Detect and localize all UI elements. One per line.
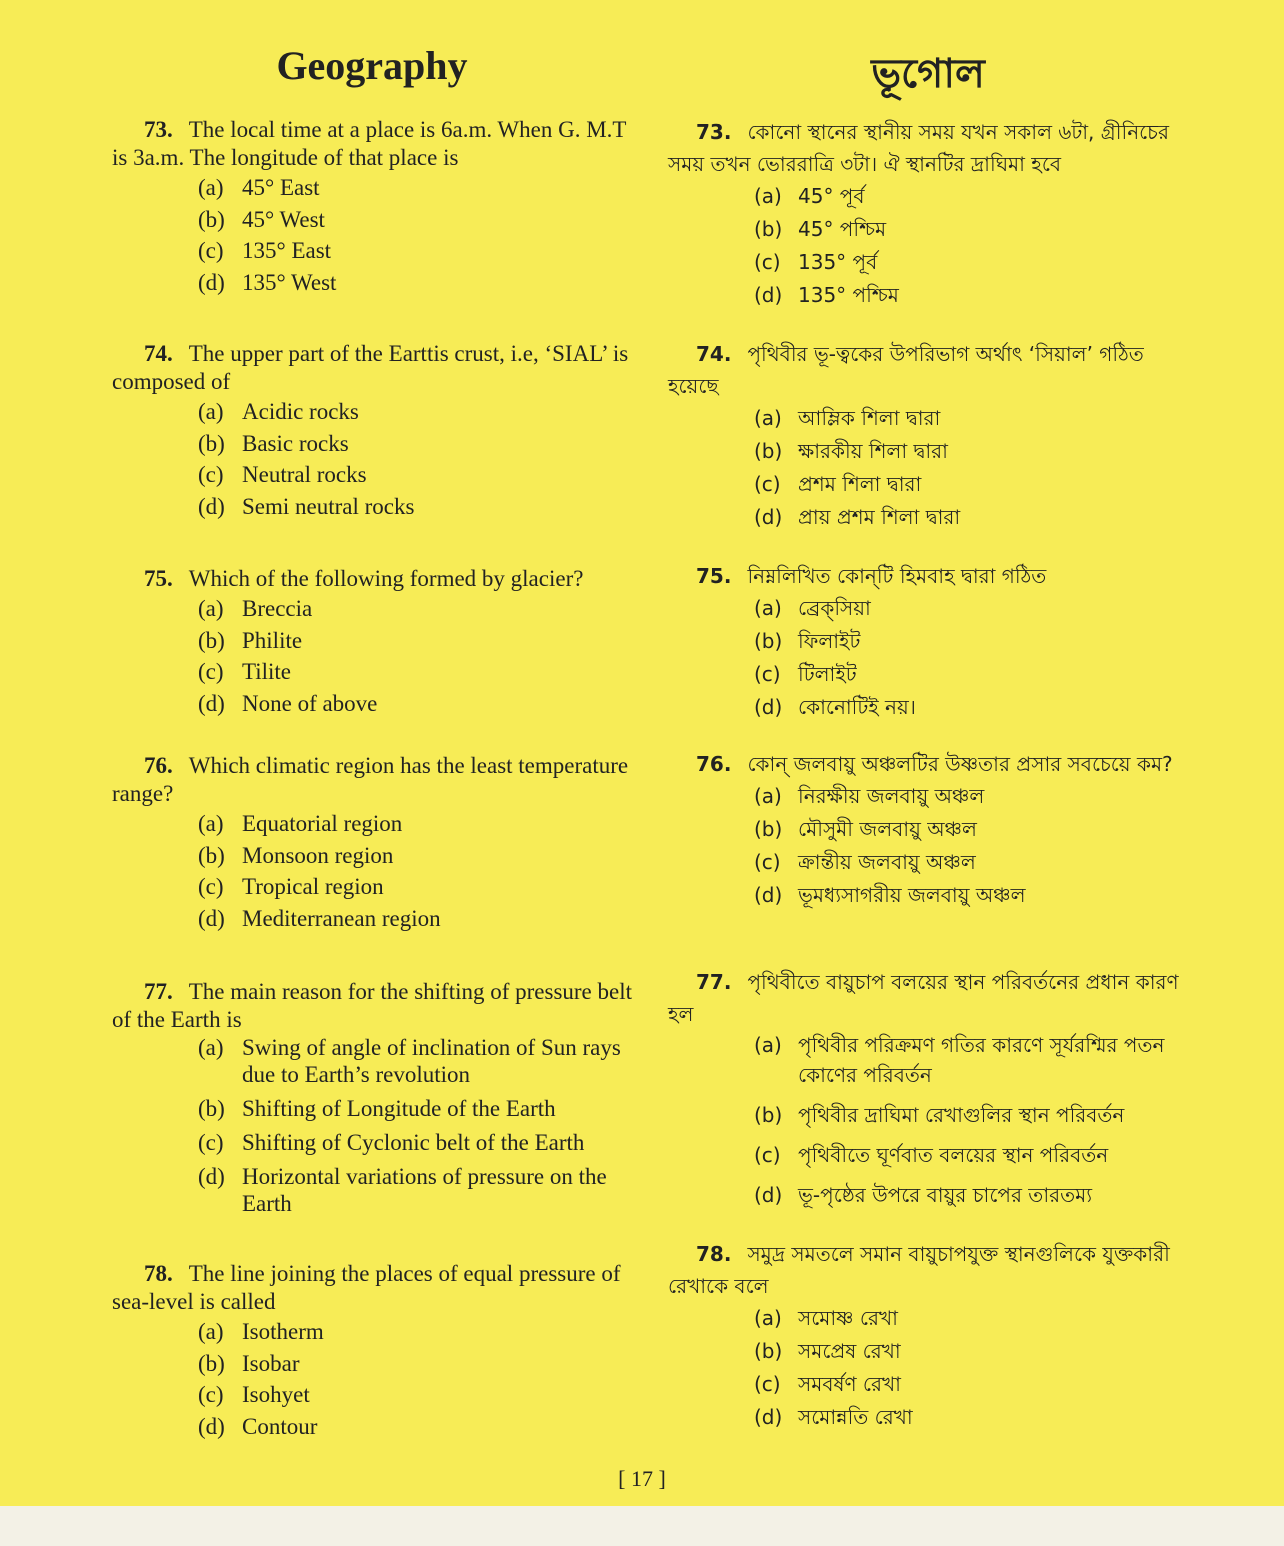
option-item [198,593,632,625]
option-text: সমোষ্ণ রেখা [798,1306,898,1330]
question-number: 73. [696,120,732,144]
option-list [668,402,1188,534]
option-text: সমোন্নতি রেখা [798,1405,913,1429]
option-item [754,1335,1188,1368]
option-label: (b) [754,817,783,841]
option-label: (b) [754,1103,783,1127]
question-text: The upper part of the Earttis crust, i.e, ‘SIAL’ is composed of [112,341,629,394]
option-item [198,1129,632,1156]
option-text: 135° পূর্ব [798,250,878,274]
option-text: Tilite [242,659,292,685]
question-number: 74. [144,341,173,366]
option-item [198,808,632,840]
option-label: (a) [754,784,782,808]
option-text: Neutral rocks [242,462,367,488]
option-label: (c) [198,1382,224,1408]
option-label: (c) [754,472,781,496]
option-item [198,235,632,267]
option-text: 135° পশ্চিম [798,283,899,307]
option-text: 135° West [242,270,337,296]
option-label: (d) [754,505,783,529]
option-label: (a) [198,399,224,424]
bn-question-78 [668,1238,1188,1434]
bn-question-75 [668,560,1188,724]
option-label: (b) [754,1339,783,1363]
option-list [112,593,632,720]
option-item [754,1302,1188,1335]
option-text: Swing of angle of inclination of Sun rays due to Earth’s revolution [242,1035,621,1087]
option-text: Isotherm [242,1319,324,1344]
option-list [668,592,1188,724]
option-item [198,396,632,428]
option-text: Monsoon region [242,842,394,868]
question-number: 78. [696,1242,732,1266]
en-question-78 [112,1260,632,1443]
option-text: পৃথিবীর পরিক্রমণ গতির কারণে সূর্যরশ্মির পতন কোণের পরিবর্তন [798,1033,1165,1087]
option-label: (d) [754,1405,783,1429]
option-item [754,658,1188,691]
option-text: 45° পশ্চিম [798,217,887,241]
question-stem [112,978,632,1034]
option-item [754,402,1188,435]
option-label: (a) [198,1035,224,1060]
option-item [198,1034,632,1088]
option-item [754,846,1188,879]
option-list [668,1030,1188,1210]
option-item [198,871,632,903]
option-item [198,688,632,720]
question-number: 75. [144,566,173,591]
option-text: সমবর্ষণ রেখা [798,1372,901,1396]
page-number: [ 17 ] [618,1466,666,1491]
option-label: (c) [198,238,224,264]
option-text: Breccia [242,596,313,621]
bengali-title: ভূগোল [871,51,985,97]
en-question-74 [112,340,632,523]
option-list [112,396,632,523]
question-number: 73. [144,117,173,142]
question-stem [112,565,632,593]
question-text: নিম্নলিখিত কোন্‌টি হিমবাহ দ্বারা গঠিত [747,564,1047,588]
option-label: (b) [754,439,783,463]
bn-question-76 [668,748,1188,912]
option-label: (a) [754,184,782,208]
question-number: 77. [696,970,732,994]
option-label: (b) [754,629,783,653]
option-label: (c) [754,662,781,686]
option-label: (a) [198,596,224,621]
option-text: প্রায় প্রশম শিলা দ্বারা [798,505,961,529]
option-label: (a) [754,1306,782,1330]
option-label: (a) [754,596,782,620]
option-item [198,840,632,872]
question-text: সমুদ্র সমতলে সমান বায়ুচাপযুক্ত স্থানগুলিকে যুক্তকারী রেখাকে বলে [668,1242,1170,1298]
option-label: (b) [198,627,225,653]
option-item [198,1316,632,1348]
option-text: ক্ষারকীয় শিলা দ্বারা [798,439,948,463]
option-text: Acidic rocks [242,399,359,424]
bn-question-73 [668,116,1188,312]
question-stem [668,338,1188,402]
option-item [198,491,632,523]
option-item [754,592,1188,625]
option-label: (d) [198,691,225,717]
option-item [754,813,1188,846]
option-item [754,1368,1188,1401]
question-number: 76. [144,753,173,778]
option-label: (b) [198,206,225,232]
option-label: (c) [754,1143,781,1167]
question-number: 77. [144,979,173,1004]
option-item [754,780,1188,813]
question-stem [668,1238,1188,1302]
option-text: সমপ্রেষ রেখা [798,1339,901,1363]
option-list [668,180,1188,312]
option-item [198,204,632,236]
option-text: Contour [242,1414,318,1440]
option-item [754,435,1188,468]
option-item [198,656,632,688]
option-text: Isobar [242,1350,300,1376]
option-text: 45° West [242,206,325,232]
option-text: আম্লিক শিলা দ্বারা [798,406,941,430]
option-item [198,1163,632,1217]
question-text: The main reason for the shifting of pressure belt of the Earth is [112,979,633,1032]
option-label: (d) [754,283,783,307]
en-question-76 [112,752,632,935]
option-item [754,213,1188,246]
option-item [198,625,632,657]
option-label: (b) [198,1096,225,1121]
option-item [754,1100,1188,1130]
option-text: নিরক্ষীয় জলবায়ু অঞ্চল [798,784,985,808]
option-item [754,1030,1188,1090]
option-label: (d) [198,1414,225,1440]
option-label: (b) [198,430,225,456]
option-label: (c) [198,462,224,488]
option-list [112,172,632,299]
option-item [198,903,632,935]
option-text: Basic rocks [242,430,349,456]
question-stem [668,116,1188,180]
option-text: 45° পূর্ব [798,184,865,208]
question-text: The line joining the places of equal pressure of sea-level is called [112,1261,621,1314]
option-label: (d) [754,883,783,907]
option-text: পৃথিবীতে ঘূর্ণবাত বলয়ের স্থান পরিবর্তন [798,1143,1109,1167]
option-text: Philite [242,627,303,653]
option-text: প্রশম শিলা দ্বারা [798,472,922,496]
option-list [112,1034,632,1217]
question-stem [668,966,1188,1030]
question-number: 74. [696,342,732,366]
option-item [754,180,1188,213]
option-text: ক্রান্তীয় জলবায়ু অঞ্চল [798,850,976,874]
en-question-77 [112,978,632,1224]
option-text: ভূমধ্যসাগরীয় জলবায়ু অঞ্চল [798,883,1026,907]
option-label: (b) [198,842,225,868]
option-label: (a) [754,1033,782,1057]
option-text: ভূ-পৃষ্ঠের উপরে বায়ুর চাপের তারতম্য [798,1183,1093,1207]
question-number: 76. [696,752,732,776]
question-text: Which of the following formed by glacier? [188,566,584,591]
option-label: (d) [198,494,225,520]
option-item [754,1140,1188,1170]
option-label: (d) [198,1164,225,1189]
option-label: (d) [198,270,225,296]
option-text: 45° East [242,175,320,200]
option-text: ফিলাইট [798,629,861,653]
option-text: Shifting of Longitude of the Earth [242,1096,556,1121]
option-label: (c) [198,1130,224,1155]
option-text: মৌসুমী জলবায়ু অঞ্চল [798,817,977,841]
option-text: টিলাইট [798,662,857,686]
option-item [754,1180,1188,1210]
question-text: কোন্‌ জলবায়ু অঞ্চলটির উষ্ণতার প্রসার সবচেয়ে কম? [747,752,1173,776]
option-text: Tropical region [242,874,384,900]
option-label: (a) [198,175,224,200]
question-number: 78. [144,1261,173,1286]
page-bottom-edge [0,1506,1284,1546]
option-label: (d) [198,906,225,932]
english-title: Geography [276,43,468,88]
option-item [198,1348,632,1380]
question-text: পৃথিবীর ভূ-ত্বকের উপরিভাগ অর্থাৎ ‘সিয়াল’ গঠিত হয়েছে [668,342,1144,398]
option-item [198,428,632,460]
option-text: 135° East [242,238,332,264]
option-item [754,1401,1188,1434]
option-text: Horizontal variations of pressure on the Earth [242,1164,607,1216]
option-text: কোনোটিই নয়। [798,695,916,719]
en-question-73 [112,116,632,299]
option-list [668,780,1188,912]
option-label: (c) [198,874,224,900]
option-text: ব্রেক্‌সিয়া [798,596,871,620]
question-stem [668,560,1188,592]
option-item [754,279,1188,312]
option-label: (c) [754,850,781,874]
option-item [198,1411,632,1443]
option-text: পৃথিবীর দ্রাঘিমা রেখাগুলির স্থান পরিবর্তন [798,1103,1125,1127]
bn-question-74 [668,338,1188,534]
question-number: 75. [696,564,732,588]
option-label: (c) [754,250,781,274]
option-label: (a) [754,406,782,430]
option-item [198,459,632,491]
option-label: (d) [754,695,783,719]
option-label: (c) [198,659,224,685]
option-item [198,172,632,204]
option-item [754,501,1188,534]
option-list [668,1302,1188,1434]
question-stem [112,752,632,808]
question-stem [112,1260,632,1316]
option-item [754,691,1188,724]
option-item [198,267,632,299]
option-item [754,879,1188,912]
option-text: None of above [242,691,378,717]
option-list [112,1316,632,1443]
option-text: Isohyet [242,1382,310,1408]
bn-question-77 [668,966,1188,1220]
question-stem [112,116,632,172]
question-stem [668,748,1188,780]
option-label: (b) [754,217,783,241]
option-text: Semi neutral rocks [242,494,415,520]
option-item [754,625,1188,658]
question-text: Which climatic region has the least temperature range? [112,753,629,806]
question-text: কোনো স্থানের স্থানীয় সময় যখন সকাল ৬টা, গ্রীনিচের সময় তখন ভোররাত্রি ৩টা। ঐ স্থানটির দ্রাঘিমা হবে [668,120,1169,176]
option-label: (d) [754,1183,783,1207]
option-label: (a) [198,1319,224,1344]
option-label: (a) [198,811,224,836]
en-question-75 [112,565,632,720]
option-text: Mediterranean region [242,906,441,932]
option-label: (b) [198,1350,225,1376]
option-list [112,808,632,935]
option-item [754,246,1188,279]
option-item [754,468,1188,501]
option-text: Equatorial region [242,811,403,836]
question-text: The local time at a place is 6a.m. When G. M.T is 3a.m. The longitude of that place is [112,117,627,170]
option-item [198,1095,632,1122]
option-item [198,1379,632,1411]
question-text: পৃথিবীতে বায়ুচাপ বলয়ের স্থান পরিবর্তনের প্রধান কারণ হল [668,970,1179,1026]
question-stem [112,340,632,396]
option-text: Shifting of Cyclonic belt of the Earth [242,1130,585,1155]
option-label: (c) [754,1372,781,1396]
